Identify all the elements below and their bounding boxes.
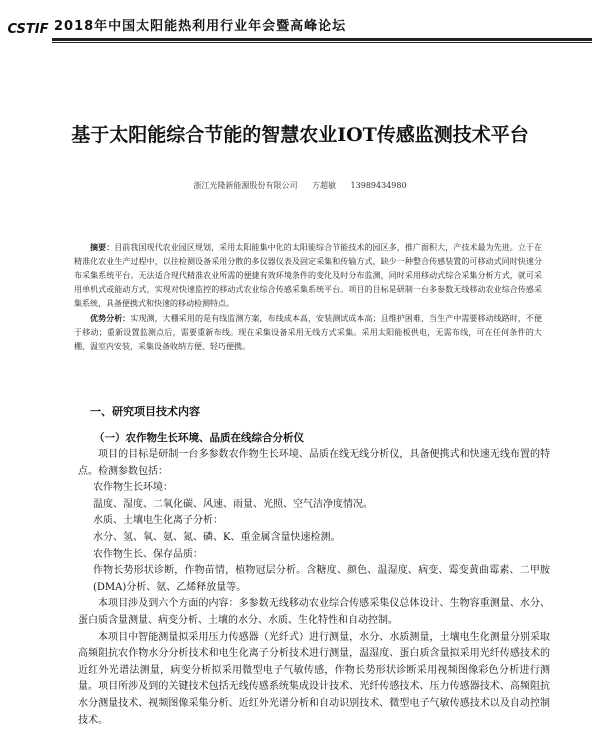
company-name: 浙江光隆新能源股份有限公司 — [193, 181, 298, 190]
list-line-6: 作物长势形状诊断，作物苗情，植物冠层分析。含糖度、颜色、温湿度、病变、霉变黄曲霉素、二甲胺(DMA)分析、氨、乙烯释放量等。 — [93, 565, 550, 593]
list-line-4: 水分、氢、氧、氨、氮、磷、K、重金属含量快速检测。 — [93, 531, 341, 543]
cstif-logo — [6, 14, 50, 44]
list-line-2: 温度、湿度、二氧化碳、风速、雨量、光照、空气洁净度情况。 — [93, 498, 373, 510]
list-line-3: 水质、土壤电生化离子分析： — [93, 515, 223, 527]
body-paragraph-1: 项目的目标是研制一台多参数农作物生长环境、品质在线无线分析仪，具备便携式和快速无线布置的特点。检测参数包括： — [78, 449, 550, 477]
section-heading: 一、研究项目技术内容 — [90, 405, 200, 418]
subsection-heading: （一）农作物生长环境、品质在线综合分析仪 — [94, 432, 304, 444]
page-header — [0, 0, 600, 52]
abstract-paragraph — [74, 240, 542, 311]
list-line-5: 农作物生长、保存品质： — [93, 548, 203, 560]
header-rule — [52, 38, 592, 41]
abstract — [74, 240, 542, 354]
abstract-text: 目前我国现代农业园区规划，采用太阳能集中化的太阳能综合节能技术的园区多，推广面积大，产技术最为先进。立于在精准化农业生产过程中，以往检测设备采用分散的多仪器仪表及固定采集和传输方式，缺少一种整合传感装置的可移动式同时快速分布采集系统平台。无法适合现代精准农业所需的便捷有效环境条件的变化及时分布监测，同时采用移动式综合采集分析方式，就可采用单机式或能动方式，实现对快速监控的移动式农业综合传感采集系统平台。项目的目标是研制一台多参数无线移动农业综合传感采集系统，具备便携式和快速的移动检测特点。 — [74, 243, 542, 308]
author-phone: 13989434980 — [350, 181, 407, 190]
header-rule-thin — [52, 42, 592, 43]
logo-text: CSTIF — [7, 21, 49, 37]
advantage-text: 实现测，大棚采用的是有线监测方案，布线成本高，安装测试成本高；且维护困难，当生产中需要移动线路时，不便于移动；重新设置监测点后，需要重新布线。现在采集设备采用无线方式采集。采用太阳能板供电，无需布线，可在任何条件的大棚、温室内安装，采集设备收纳方便、轻巧便携。 — [74, 314, 543, 351]
body-paragraph-2: 本项目涉及到六个方面的内容：多参数无线移动农业综合传感采集仪总体设计、生物容重测量、水分、蛋白质含量测量、病变分析、土壤的水分、水质、生化特性和自动控制。 — [78, 598, 550, 626]
author-line — [0, 180, 600, 191]
author-name: 方超敏 — [312, 181, 336, 190]
body-text — [78, 447, 550, 729]
advantage-label: 优势分析： — [90, 313, 131, 323]
advantage-paragraph — [74, 311, 542, 354]
forum-title: 2018年中国太阳能热利用行业年会暨高峰论坛 — [54, 19, 347, 34]
body-paragraph-3: 本项目中智能测量拟采用压力传感器（光纤式）进行测量，水分、水质测量，土壤电生化测量分别采取高频阻抗农作物水分分析技术和电生化离子分析技术进行测量，温湿度、蛋白质含量拟采用光纤传感技术的近红外光谱法测量，病变分析拟采用微型电子气敏传感，作物长势形状诊断采用视频图像彩色分析进行测量。项目所涉及到的关键技术包括无线传感系统集成设计技术、光纤传感技术、压力传感器技术、高频阻抗水分测量技术、视频图像采集分析、近红外光谱分析和自动识别技术、微型电子气敏传感技术以及自动控制技术。 — [78, 631, 550, 726]
list-line-1: 农作物生长环境： — [93, 482, 173, 494]
paper-title: 基于太阳能综合节能的智慧农业IOT传感监测技术平台 — [71, 124, 529, 146]
abstract-label: 摘要： — [90, 242, 115, 252]
